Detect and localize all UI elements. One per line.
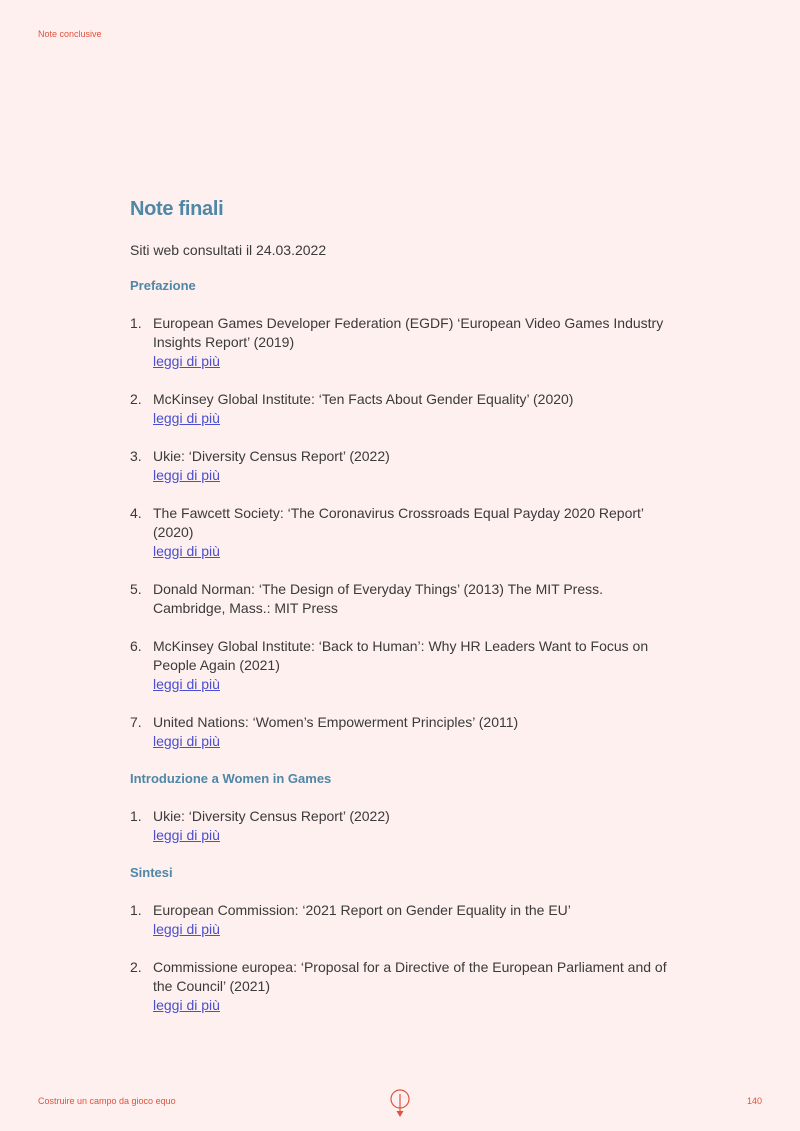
read-more-link[interactable]: leggi di più (153, 921, 220, 937)
intro-text: Siti web consultati il 24.03.2022 (130, 242, 327, 258)
note-text: Ukie: ‘Diversity Census Report’ (2022) (153, 808, 390, 824)
note-text: United Nations: ‘Women’s Empowerment Principles’ (2011) (153, 714, 519, 730)
note-text: European Games Developer Federation (EGDF) ‘European Video Games Industry Insights Report’ (2019) (153, 315, 664, 350)
note-number: 1. (130, 902, 142, 918)
note-number: 5. (130, 581, 142, 597)
note-number: 3. (130, 448, 142, 464)
read-more-link[interactable]: leggi di più (153, 353, 220, 369)
page-title: Note finali (130, 198, 224, 220)
note-item (130, 504, 670, 561)
read-more-link[interactable]: leggi di più (153, 997, 220, 1013)
page-number: 140 (746, 1096, 762, 1106)
read-more-link[interactable]: leggi di più (153, 467, 220, 483)
note-item (130, 447, 670, 485)
read-more-link[interactable]: leggi di più (153, 410, 220, 426)
note-number: 2. (130, 391, 142, 407)
section-heading: Sintesi (130, 865, 173, 880)
read-more-link[interactable]: leggi di più (153, 543, 220, 559)
note-item (130, 958, 670, 1015)
note-text: McKinsey Global Institute: ‘Back to Human’: Why HR Leaders Want to Focus on People Again (2021) (153, 638, 649, 673)
note-item (130, 807, 670, 845)
note-number: 4. (130, 505, 142, 521)
note-item (130, 901, 670, 939)
footer-publication-title: Costruire un campo da gioco equo (38, 1096, 176, 1106)
notes-list (130, 807, 670, 845)
note-number: 7. (130, 714, 142, 730)
running-head: Note conclusive (38, 29, 102, 39)
note-item (130, 713, 670, 751)
note-text: Commissione europea: ‘Proposal for a Directive of the European Parliament and of the Council’ (2021) (153, 959, 667, 994)
note-item (130, 580, 670, 618)
section-heading: Prefazione (130, 278, 196, 293)
notes-sections (130, 278, 670, 1015)
note-text: European Commission: ‘2021 Report on Gender Equality in the EU’ (153, 902, 571, 918)
note-text: Donald Norman: ‘The Design of Everyday Things’ (2013) The MIT Press. Cambridge, Mass.: MIT Press (153, 581, 604, 616)
note-item (130, 314, 670, 371)
note-number: 1. (130, 808, 142, 824)
note-number: 6. (130, 638, 142, 654)
section-heading: Introduzione a Women in Games (130, 771, 332, 786)
note-text: The Fawcett Society: ‘The Coronavirus Crossroads Equal Payday 2020 Report’ (2020) (153, 505, 644, 540)
read-more-link[interactable]: leggi di più (153, 733, 220, 749)
read-more-link[interactable]: leggi di più (153, 676, 220, 692)
note-item (130, 390, 670, 428)
notes-content (130, 198, 670, 1015)
note-text: Ukie: ‘Diversity Census Report’ (2022) (153, 448, 390, 464)
note-number: 1. (130, 315, 142, 331)
note-item (130, 637, 670, 694)
note-text: McKinsey Global Institute: ‘Ten Facts About Gender Equality’ (2020) (153, 391, 574, 407)
note-number: 2. (130, 959, 142, 975)
read-more-link[interactable]: leggi di più (153, 827, 220, 843)
notes-list (130, 314, 670, 751)
pin-arrow-icon (389, 1088, 411, 1118)
notes-list (130, 901, 670, 1015)
